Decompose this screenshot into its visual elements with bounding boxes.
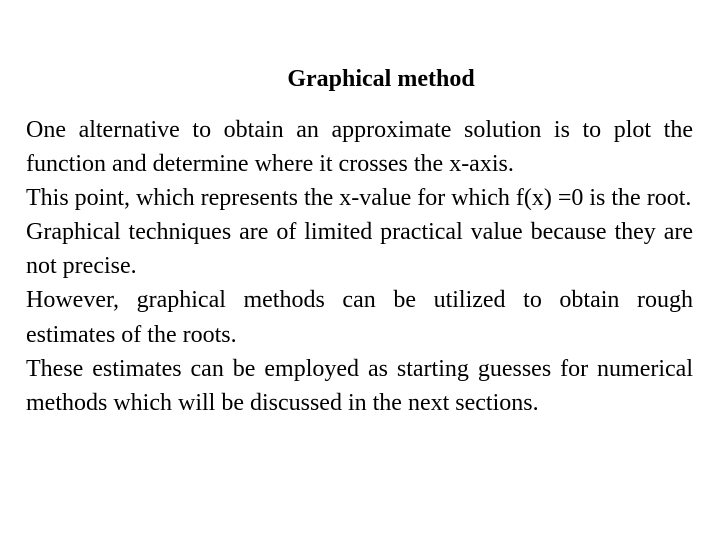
- slide-title: Graphical method: [287, 66, 475, 92]
- paragraph-5: These estimates can be employed as starting guesses for numerical methods which will be discussed in the next sections.: [26, 355, 693, 416]
- slide-body: [26, 113, 693, 420]
- paragraph-3: Graphical techniques are of limited practical value because they are not precise.: [26, 219, 693, 280]
- paragraph-4: However, graphical methods can be utilized to obtain rough estimates of the roots.: [26, 287, 693, 348]
- paragraph-2: This point, which represents the x-value for which f(x) =0 is the root.: [26, 185, 692, 212]
- paragraph-1: One alternative to obtain an approximate solution is to plot the function and determine where it crosses the x-axis.: [26, 117, 693, 178]
